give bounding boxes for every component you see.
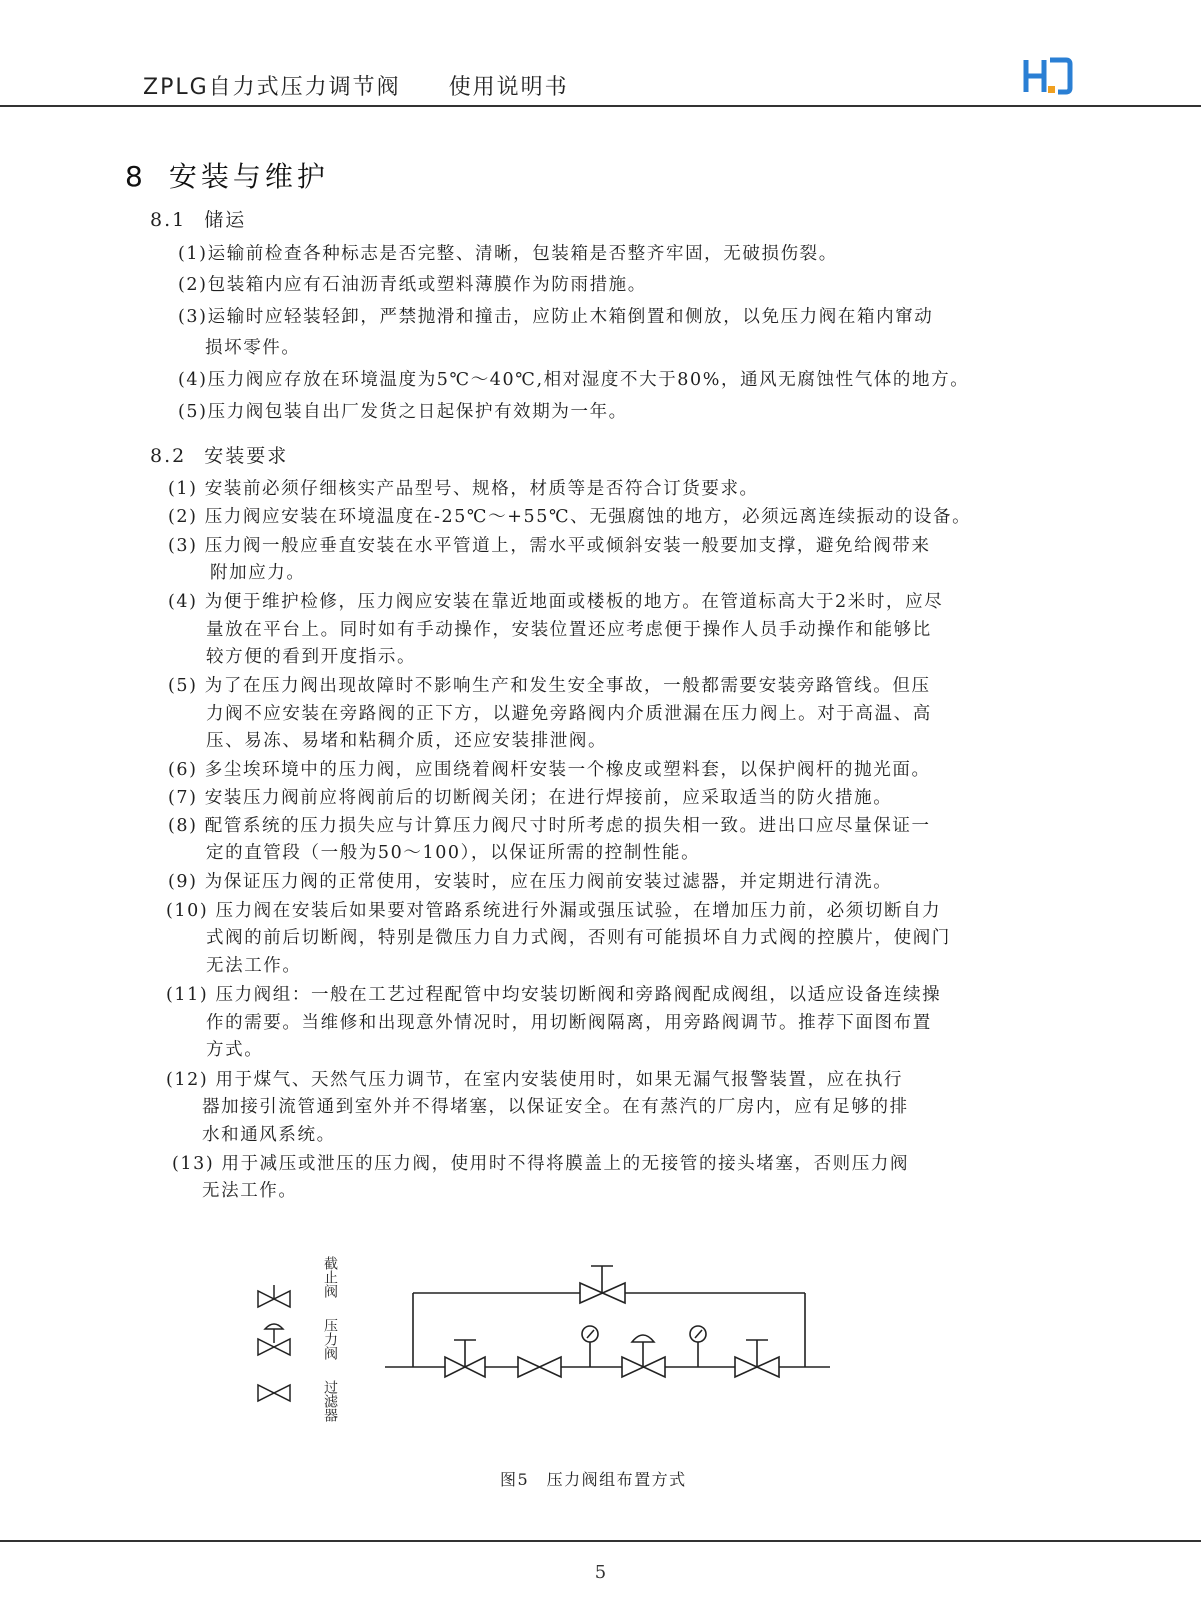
list-item-continuation: 方式。 <box>206 1040 264 1060</box>
company-logo <box>1022 56 1074 96</box>
legend-label-filter: 过滤器 <box>322 1380 338 1422</box>
filter-icon <box>518 1357 561 1377</box>
list-item: (3) 压力阀一般应垂直安装在水平管道上，需水平或倾斜安装一般要加支撑，避免给阀带来 <box>168 536 931 556</box>
pressure-gauge-icon <box>582 1326 598 1367</box>
list-item-continuation: 水和通风系统。 <box>202 1125 336 1145</box>
list-item: (4)压力阀应存放在环境温度为5℃～40℃,相对湿度不大于80%，通风无腐蚀性气体的地方。 <box>178 370 970 390</box>
pressure-gauge-icon <box>690 1326 706 1367</box>
header-rule <box>0 105 1201 107</box>
list-item: (10) 压力阀在安装后如果要对管路系统进行外漏或强压试验，在增加压力前，必须切断自力 <box>166 901 942 921</box>
shutoff-valve-legend-icon <box>258 1285 290 1307</box>
list-item: (3)运输时应轻装轻卸，严禁抛滑和撞击，应防止木箱倒置和侧放，以免压力阀在箱内窜动 <box>178 307 934 327</box>
figure-caption: 图5 压力阀组布置方式 <box>500 1470 687 1489</box>
list-item: (5)压力阀包装自出厂发货之日起保护有效期为一年。 <box>178 402 628 422</box>
list-item-continuation: 较方便的看到开度指示。 <box>206 647 417 667</box>
pressure-regulating-valve-icon <box>622 1335 665 1377</box>
section-title: 安装与维护 <box>168 160 329 193</box>
doc-title: ZPLG自力式压力调节阀 <box>143 75 401 100</box>
list-item: (8) 配管系统的压力损失应与计算压力阀尺寸时所考虑的损失相一致。进出口应尽量保证一 <box>168 816 931 836</box>
list-item-continuation: 定的直管段（一般为50～100），以保证所需的控制性能。 <box>206 843 701 863</box>
list-item-continuation: 附加应力。 <box>210 563 306 583</box>
pressure-valve-legend-icon <box>258 1324 290 1355</box>
footer-rule <box>0 1540 1201 1542</box>
list-item: (2) 压力阀应安装在环境温度在-25℃～+55℃、无强腐蚀的地方，必须远离连续振动的设备。 <box>168 507 972 527</box>
list-item: (9) 为保证压力阀的正常使用，安装时，应在压力阀前安装过滤器，并定期进行清洗。 <box>168 872 893 892</box>
list-item: (7) 安装压力阀前应将阀前后的切断阀关闭；在进行焊接前，应采取适当的防火措施。 <box>168 788 893 808</box>
document-header-title <box>143 70 569 101</box>
legend-label-shutoff: 截止阀 <box>322 1256 338 1298</box>
doc-subtitle: 使用说明书 <box>448 75 569 100</box>
list-item: (4) 为便于维护检修，压力阀应安装在靠近地面或楼板的地方。在管道标高大于2米时，应尽 <box>168 592 944 612</box>
list-item: (1) 安装前必须仔细核实产品型号、规格，材质等是否符合订货要求。 <box>168 479 759 499</box>
page-number: 5 <box>594 1562 607 1583</box>
list-item-continuation: 量放在平台上。同时如有手动操作，安装位置还应考虑便于操作人员手动操作和能够比 <box>206 620 932 640</box>
list-item-continuation: 力阀不应安装在旁路阀的正下方，以避免旁路阀内介质泄漏在压力阀上。对于高温、高 <box>206 704 932 724</box>
list-item-continuation: 无法工作。 <box>206 956 302 976</box>
list-item: (1)运输前检查各种标志是否完整、清晰，包装箱是否整齐牢固，无破损伤裂。 <box>178 244 838 264</box>
legend-symbols <box>255 1285 295 1435</box>
list-item: (12) 用于煤气、天然气压力调节，在室内安装使用时，如果无漏气报警装置，应在执行 <box>166 1070 904 1090</box>
legend-label-pressure: 压力阀 <box>322 1318 338 1360</box>
list-item: (13) 用于减压或泄压的压力阀，使用时不得将膜盖上的无接管的接头堵塞，否则压力阀 <box>172 1154 910 1174</box>
outlet-shutoff-valve-icon <box>735 1340 779 1377</box>
list-item: (5) 为了在压力阀出现故障时不影响生产和发生安全事故，一般都需要安装旁路管线。但压 <box>168 676 931 696</box>
section-heading <box>125 155 329 195</box>
valve-group-diagram <box>385 1260 845 1420</box>
list-item: (6) 多尘埃环境中的压力阀，应围绕着阀杆安装一个橡皮或塑料套，以保护阀杆的抛光面。 <box>168 760 931 780</box>
list-item-continuation: 损坏零件。 <box>205 338 301 358</box>
filter-legend-icon <box>258 1385 290 1401</box>
list-item: (11) 压力阀组：一般在工艺过程配管中均安装切断阀和旁路阀配成阀组，以适应设备连续操 <box>166 985 942 1005</box>
list-item: (2)包装箱内应有石油沥青纸或塑料薄膜作为防雨措施。 <box>178 275 647 295</box>
list-item-continuation: 作的需要。当维修和出现意外情况时，用切断阀隔离，用旁路阀调节。推荐下面图布置 <box>206 1013 932 1033</box>
list-item-continuation: 器加接引流管通到室外并不得堵塞，以保证安全。在有蒸汽的厂房内，应有足够的排 <box>202 1097 909 1117</box>
subsection-heading-installation: 8.2 安装要求 <box>150 445 289 467</box>
list-item-continuation: 无法工作。 <box>202 1181 298 1201</box>
list-item-continuation: 压、易冻、易堵和粘稠介质，还应安装排泄阀。 <box>206 731 608 751</box>
subsection-heading-storage: 8.1 储运 <box>150 209 247 231</box>
bypass-shutoff-valve-icon <box>580 1266 625 1303</box>
inlet-shutoff-valve-icon <box>445 1340 485 1377</box>
section-number: 8 <box>125 160 147 193</box>
list-item-continuation: 式阀的前后切断阀，特别是微压力自力式阀，否则有可能损坏自力式阀的控膜片，使阀门 <box>206 928 951 948</box>
